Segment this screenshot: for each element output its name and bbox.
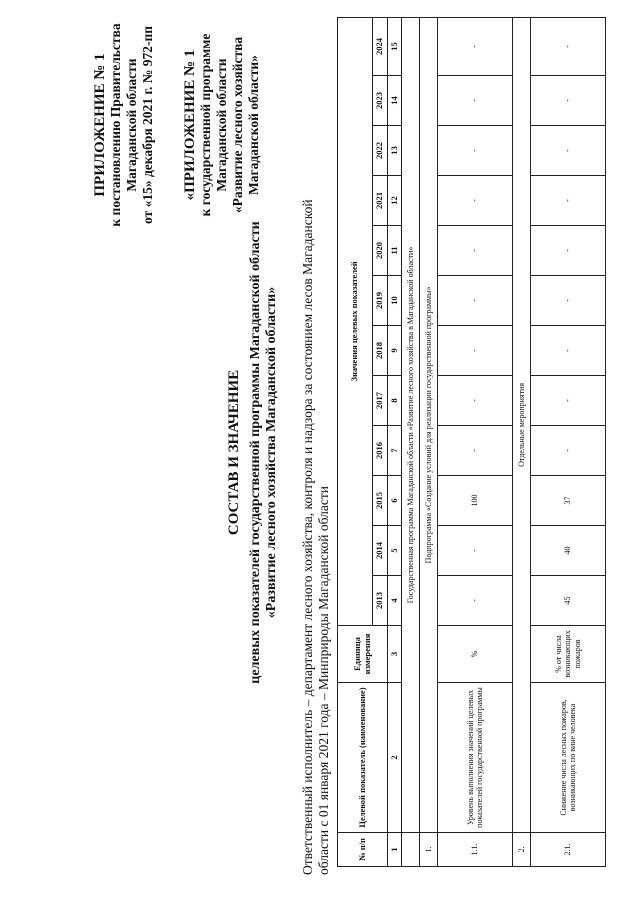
row-num: 2.1. bbox=[531, 833, 606, 867]
row-value: - bbox=[531, 176, 606, 226]
row-value: 40 bbox=[531, 526, 606, 576]
appendix-line: Магаданской области bbox=[214, 58, 229, 192]
header-year: 2018 bbox=[373, 326, 388, 376]
header-year: 2016 bbox=[373, 426, 388, 476]
appendix-line: Магаданской области bbox=[124, 58, 139, 192]
section-title: Подпрограмма «Создание условий для реализации государственной программы» bbox=[420, 17, 438, 832]
row-value: - bbox=[438, 76, 513, 126]
header-year: 2019 bbox=[373, 276, 388, 326]
col-number: 5 bbox=[388, 526, 402, 576]
appendix-line: «Развитие лесного хозяйства bbox=[230, 36, 245, 214]
state-program-row bbox=[402, 17, 420, 866]
table-colnum-row bbox=[388, 17, 402, 866]
appendix-title: ПРИЛОЖЕНИЕ № 1 bbox=[92, 53, 108, 197]
row-indicator: Снижение числа лесных пожаров, возникающих по вине человека bbox=[531, 683, 606, 833]
header-year: 2015 bbox=[373, 476, 388, 526]
appendix-line: к государственной программе bbox=[198, 33, 213, 217]
row-value: 100 bbox=[438, 476, 513, 526]
col-number: 11 bbox=[388, 226, 402, 276]
header-year: 2017 bbox=[373, 376, 388, 426]
row-value: - bbox=[438, 226, 513, 276]
col-number: 3 bbox=[388, 626, 402, 683]
table-row bbox=[438, 17, 513, 866]
header-year: 2020 bbox=[373, 226, 388, 276]
row-value: - bbox=[531, 276, 606, 326]
page-subtitle: целевых показателей государственной программы Магаданской области bbox=[248, 221, 263, 684]
header-year: 2013 bbox=[373, 576, 388, 626]
section-num: 1. bbox=[420, 833, 438, 867]
row-value: - bbox=[531, 17, 606, 75]
col-number: 8 bbox=[388, 376, 402, 426]
appendix-title-2: «ПРИЛОЖЕНИЕ № 1 bbox=[182, 49, 198, 201]
col-number: 15 bbox=[388, 17, 402, 75]
col-number: 6 bbox=[388, 476, 402, 526]
col-number: 12 bbox=[388, 176, 402, 226]
document-heading bbox=[226, 90, 280, 815]
row-unit: % bbox=[438, 626, 513, 683]
col-number: 10 bbox=[388, 276, 402, 326]
header-year: 2021 bbox=[373, 176, 388, 226]
appendix-line: от «15» декабря 2021 г. № 972-пп bbox=[140, 26, 155, 225]
row-value: - bbox=[438, 126, 513, 176]
responsible-executor bbox=[300, 15, 332, 875]
header-year: 2022 bbox=[373, 126, 388, 176]
header-indicator: Целевой показатель (наименование) bbox=[338, 683, 388, 833]
header-year: 2023 bbox=[373, 76, 388, 126]
row-value: - bbox=[438, 376, 513, 426]
appendix-line: Магаданской области» bbox=[246, 55, 261, 195]
row-value: 45 bbox=[531, 576, 606, 626]
header-year: 2014 bbox=[373, 526, 388, 576]
indicators-table bbox=[337, 17, 606, 867]
row-value: - bbox=[531, 426, 606, 476]
header-values-group: Значения целевых показателей bbox=[338, 17, 373, 625]
row-unit: % от числа возникающих пожаров bbox=[531, 626, 606, 683]
table-row bbox=[531, 17, 606, 866]
section-row bbox=[513, 17, 531, 866]
row-value: - bbox=[438, 276, 513, 326]
row-value: - bbox=[531, 326, 606, 376]
section-row bbox=[420, 17, 438, 866]
row-value: - bbox=[531, 376, 606, 426]
empty-cell bbox=[402, 833, 420, 867]
col-number: 7 bbox=[388, 426, 402, 476]
appendix-line: к постановлению Правительства bbox=[108, 23, 123, 227]
row-value: - bbox=[531, 226, 606, 276]
row-value: - bbox=[438, 17, 513, 75]
row-value: - bbox=[438, 576, 513, 626]
section-num: 2. bbox=[513, 833, 531, 867]
row-value: 37 bbox=[531, 476, 606, 526]
page-title: СОСТАВ И ЗНАЧЕНИЕ bbox=[226, 369, 242, 536]
row-value: - bbox=[531, 126, 606, 176]
row-value: - bbox=[438, 176, 513, 226]
col-number: 14 bbox=[388, 76, 402, 126]
row-indicator: Уровень выполнения значений целевых показателей государственной программы bbox=[438, 683, 513, 833]
responsible-line: Ответственный исполнитель – департамент лесного хозяйства, контроля и надзора за состоянием лесов Магаданской bbox=[300, 199, 315, 875]
page-subtitle: «Развитие лесного хозяйства Магаданской области» bbox=[264, 286, 279, 619]
row-value: - bbox=[438, 526, 513, 576]
col-number: 2 bbox=[388, 683, 402, 833]
responsible-line: области с 01 января 2021 года – Минприроды Магаданской области bbox=[316, 485, 331, 875]
state-program-title: Государственная программа Магаданской области «Развитие лесного хозяйства в Магаданской области» bbox=[402, 17, 420, 832]
row-value: - bbox=[531, 76, 606, 126]
col-number: 1 bbox=[388, 833, 402, 867]
row-value: - bbox=[438, 326, 513, 376]
row-num: 1.1. bbox=[438, 833, 513, 867]
header-year: 2024 bbox=[373, 17, 388, 75]
table-header-row bbox=[338, 17, 373, 866]
col-number: 4 bbox=[388, 576, 402, 626]
header-num: № п/п bbox=[338, 833, 388, 867]
section-title: Отдельные мероприятия bbox=[513, 17, 531, 832]
header-unit: Единица измерения bbox=[338, 626, 388, 683]
col-number: 9 bbox=[388, 326, 402, 376]
col-number: 13 bbox=[388, 126, 402, 176]
row-value: - bbox=[438, 426, 513, 476]
